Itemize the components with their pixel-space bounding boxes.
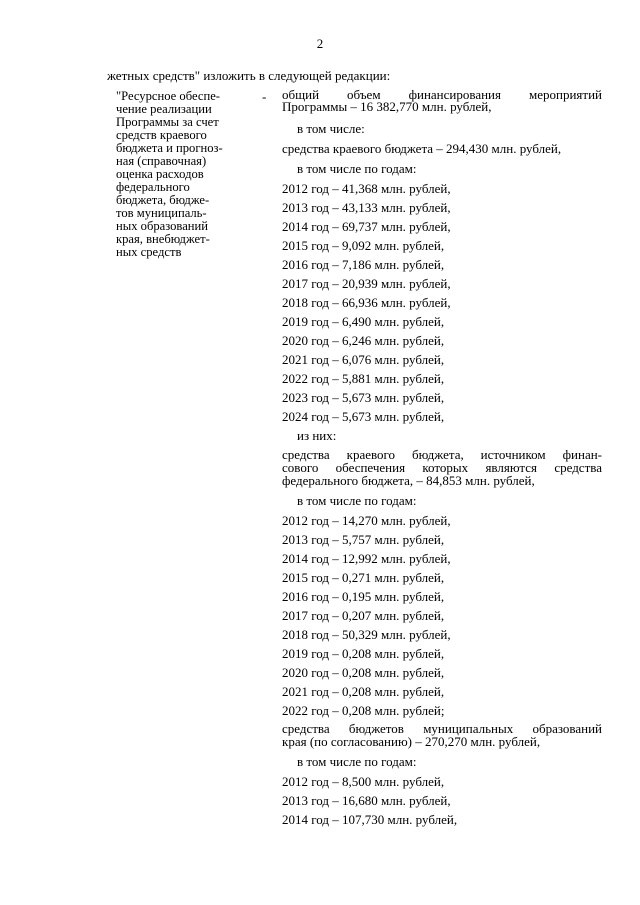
year-item: 2022 год – 5,881 млн. рублей, — [282, 371, 445, 386]
line-regional: средства краевого бюджета – 294,430 млн. рублей, — [282, 141, 562, 156]
year-item: 2012 год – 14,270 млн. рублей, — [282, 513, 451, 528]
year-item: 2017 год – 20,939 млн. рублей, — [282, 276, 451, 291]
year-item: 2016 год – 0,195 млн. рублей, — [282, 589, 445, 604]
right-column-content — [282, 89, 602, 831]
line-incl_1: в том числе: — [297, 121, 365, 136]
line-of_them: из них: — [297, 428, 337, 443]
line-by_years_2: в том числе по годам: — [297, 493, 417, 508]
line-by_years_3: в том числе по годам: — [297, 754, 417, 769]
year-item: 2013 год – 16,680 млн. рублей, — [282, 793, 451, 808]
year-item: 2018 год – 66,936 млн. рублей, — [282, 295, 451, 310]
year-item: 2021 год – 6,076 млн. рублей, — [282, 352, 445, 367]
left-label-line: ная (справочная) — [116, 154, 207, 168]
year-item: 2014 год – 107,730 млн. рублей, — [282, 812, 458, 827]
dash-separator: - — [262, 89, 267, 104]
paragraph-line: средства бюджетов муниципальных образований — [282, 721, 602, 736]
left-label-line: оценка расходов — [116, 167, 204, 181]
year-item: 2020 год – 6,246 млн. рублей, — [282, 333, 445, 348]
year-item: 2014 год – 12,992 млн. рублей, — [282, 551, 451, 566]
left-label-line: тов муниципаль- — [116, 206, 207, 220]
intro-line: жетных средств" изложить в следующей редакции: — [107, 68, 391, 83]
paragraph-municipal — [282, 722, 602, 748]
paragraph-line: Программы – 16 382,770 млн. рублей, — [282, 99, 492, 114]
paragraph-line: сового обеспечения которых являются средства — [282, 460, 602, 475]
paragraph-federal_source — [282, 448, 602, 487]
left-column-label — [116, 90, 256, 259]
year-item: 2017 год – 0,207 млн. рублей, — [282, 608, 445, 623]
paragraph-line: федерального бюджета, – 84,853 млн. рублей, — [282, 473, 535, 488]
left-label-line: "Ресурсное обеспе- — [116, 89, 220, 103]
line-by_years_1: в том числе по годам: — [297, 161, 417, 176]
left-label-line: бюджета, бюдже- — [116, 193, 210, 207]
year-item: 2019 год – 0,208 млн. рублей, — [282, 646, 445, 661]
left-label-line: чение реализации — [116, 102, 212, 116]
year-item: 2012 год – 41,368 млн. рублей, — [282, 181, 451, 196]
left-label-line: бюджета и прогноз- — [116, 141, 223, 155]
year-item: 2024 год – 5,673 млн. рублей, — [282, 409, 445, 424]
year-item: 2014 год – 69,737 млн. рублей, — [282, 219, 451, 234]
year-item: 2012 год – 8,500 млн. рублей, — [282, 774, 445, 789]
left-label-line: Программы за счет — [116, 115, 219, 129]
left-label-line: ных средств — [116, 245, 182, 259]
left-label-line: федерального — [116, 180, 190, 194]
year-item: 2016 год – 7,186 млн. рублей, — [282, 257, 445, 272]
year-item: 2022 год – 0,208 млн. рублей; — [282, 703, 445, 718]
year-item: 2021 год – 0,208 млн. рублей, — [282, 684, 445, 699]
year-item: 2015 год – 0,271 млн. рублей, — [282, 570, 445, 585]
left-label-line: средств краевого — [116, 128, 207, 142]
paragraph-line: средства краевого бюджета, источником финан- — [282, 447, 602, 462]
year-item: 2019 год – 6,490 млн. рублей, — [282, 314, 445, 329]
left-label-line: ных образований — [116, 219, 209, 233]
year-item: 2018 год – 50,329 млн. рублей, — [282, 627, 451, 642]
paragraph-line: края (по согласованию) – 270,270 млн. рублей, — [282, 734, 541, 749]
year-item: 2023 год – 5,673 млн. рублей, — [282, 390, 445, 405]
year-item: 2013 год – 5,757 млн. рублей, — [282, 532, 445, 547]
page-number: 2 — [316, 36, 324, 51]
year-item: 2013 год – 43,133 млн. рублей, — [282, 200, 451, 215]
paragraph-line: общий объем финансирования мероприятий — [282, 87, 602, 102]
paragraph-total — [282, 89, 602, 113]
year-item: 2015 год – 9,092 млн. рублей, — [282, 238, 445, 253]
year-item: 2020 год – 0,208 млн. рублей, — [282, 665, 445, 680]
left-label-line: края, внебюджет- — [116, 232, 210, 246]
